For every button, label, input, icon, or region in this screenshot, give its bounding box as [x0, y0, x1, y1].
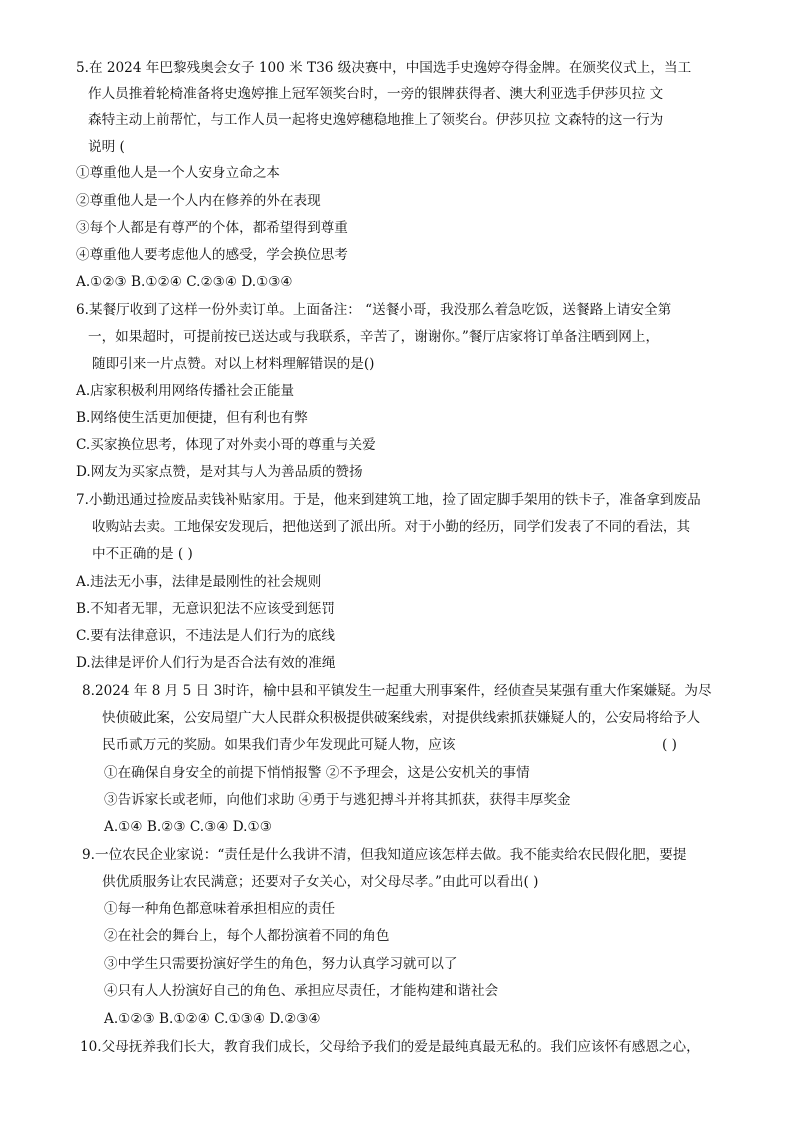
- q7-option-a: A.违法无小事，法律是最刚性的社会规则: [76, 574, 322, 590]
- q6-option-d: D.网友为买家点赞，是对其与人为善品质的赞扬: [76, 464, 363, 480]
- q8-option-line-2: ③告诉家长或老师，向他们求助 ④勇于与逃犯搏斗并将其抓获，获得丰厚奖金: [104, 792, 571, 808]
- q6-option-b: B.网络使生活更加便捷，但有利也有弊: [76, 410, 308, 426]
- q5-stem-line-3: 森特主动上前帮忙，与工作人员一起将史逸婷穗稳地推上了领奖台。伊莎贝拉 文森特的这一行为: [88, 112, 664, 128]
- q9-option-2: ②在社会的舞台上，每个人都扮演着不同的角色: [104, 928, 390, 944]
- q6-stem-line-1: 6.某餐厅收到了这样一份外卖订单。上面备注： “送餐小哥，我没那么着急吃饭，送餐路上请安全第: [76, 302, 672, 318]
- q6-option-a: A.店家积极利用网络传播社会正能量: [76, 383, 295, 399]
- q7-option-d: D.法律是评价人们行为是否合法有效的准绳: [76, 655, 336, 671]
- q9-choices: A.①②③ B.①②④ C.①③④ D.②③④: [104, 1011, 321, 1027]
- q7-stem-line-1: 7.小勤迅通过捡废品卖钱补贴家用。于是，他来到建筑工地，捡了固定脚手架用的铁卡子，准备拿到废品: [76, 492, 701, 508]
- q9-option-3: ③中学生只需要扮演好学生的角色，努力认真学习就可以了: [104, 956, 458, 972]
- q8-option-line-1: ①在确保自身安全的前提下悄悄报警 ②不予理会，这是公安机关的事情: [104, 765, 530, 781]
- q9-option-4: ④只有人人扮演好自己的角色、承担应尽责任，才能构建和谐社会: [104, 983, 499, 999]
- q5-stem-line-1: 5.在 2024 年巴黎残奥会女子 100 米 T36 级决赛中，中国选手史逸婷夺得金牌。在颁奖仪式上，当工: [76, 60, 692, 76]
- q8-stem-line-1: 8.2024 年 8 月 5 日 3时许，榆中县和平镇发生一起重大刑事案件，经侦查吴某强有重大作案嫌疑。为尽: [82, 683, 712, 699]
- q8-answer-paren: ( ): [662, 737, 677, 753]
- q5-option-4: ④尊重他人要考虑他人的感受，学会换位思考: [76, 247, 348, 263]
- q5-option-1: ①尊重他人是一个人安身立命之本: [76, 165, 280, 181]
- q7-option-b: B.不知者无罪，无意识犯法不应该受到惩罚: [76, 601, 335, 617]
- q5-choices: A.①②③ B.①②④ C.②③④ D.①③④: [76, 274, 293, 290]
- q7-option-c: C.要有法律意识，不违法是人们行为的底线: [76, 628, 335, 644]
- q8-stem-line-3: 民币贰万元的奖励。如果我们青少年发现此可疑人物，应该: [102, 737, 456, 753]
- q5-option-2: ②尊重他人是一个人内在修养的外在表现: [76, 193, 321, 209]
- q5-stem-line-2: 作人员推着轮椅准备将史逸婷推上冠军领奖台时，一旁的银牌获得者、澳大利亚选手伊莎贝拉 文: [88, 86, 664, 102]
- q9-stem-line-2: 供优质服务让农民满意；还要对子女关心，对父母尽孝。”由此可以看出( ): [102, 874, 539, 890]
- q6-stem-line-2: 一，如果超时，可提前按已送达或与我联系，辛苦了，谢谢你。”餐厅店家将订单备注晒到网上，: [88, 329, 660, 345]
- q6-stem-line-3: 随即引来一片点赞。对以上材料理解错误的是(): [92, 356, 375, 372]
- q8-stem-line-2: 快侦破此案，公安局望广大人民群众积极提供破案线索，对提供线索抓获嫌疑人的，公安局将给予人: [102, 710, 701, 726]
- q9-option-1: ①每一种角色都意味着承担相应的责任: [104, 901, 336, 917]
- q8-choices: A.①④ B.②③ C.③④ D.①③: [104, 819, 272, 835]
- q7-stem-line-2: 收购站去卖。工地保安发现后，把他送到了派出所。对于小勤的经历，同学们发表了不同的看法，其: [92, 519, 691, 535]
- q5-stem-line-4: 说明 (: [88, 139, 125, 155]
- q10-stem-line-1: 10.父母抚养我们长大，教育我们成长，父母给予我们的爱是最纯真最无私的。我们应该怀有感恩之心，: [80, 1039, 700, 1055]
- q9-stem-line-1: 9.一位农民企业家说：“责任是什么我讲不清，但我知道应该怎样去做。我不能卖给农民假化肥，要提: [82, 847, 687, 863]
- q6-option-c: C.买家换位思考，体现了对外卖小哥的尊重与关爱: [76, 437, 376, 453]
- q5-option-3: ③每个人都是有尊严的个体，都希望得到尊重: [76, 220, 348, 236]
- q7-stem-line-3: 中不正确的是 ( ): [92, 546, 193, 562]
